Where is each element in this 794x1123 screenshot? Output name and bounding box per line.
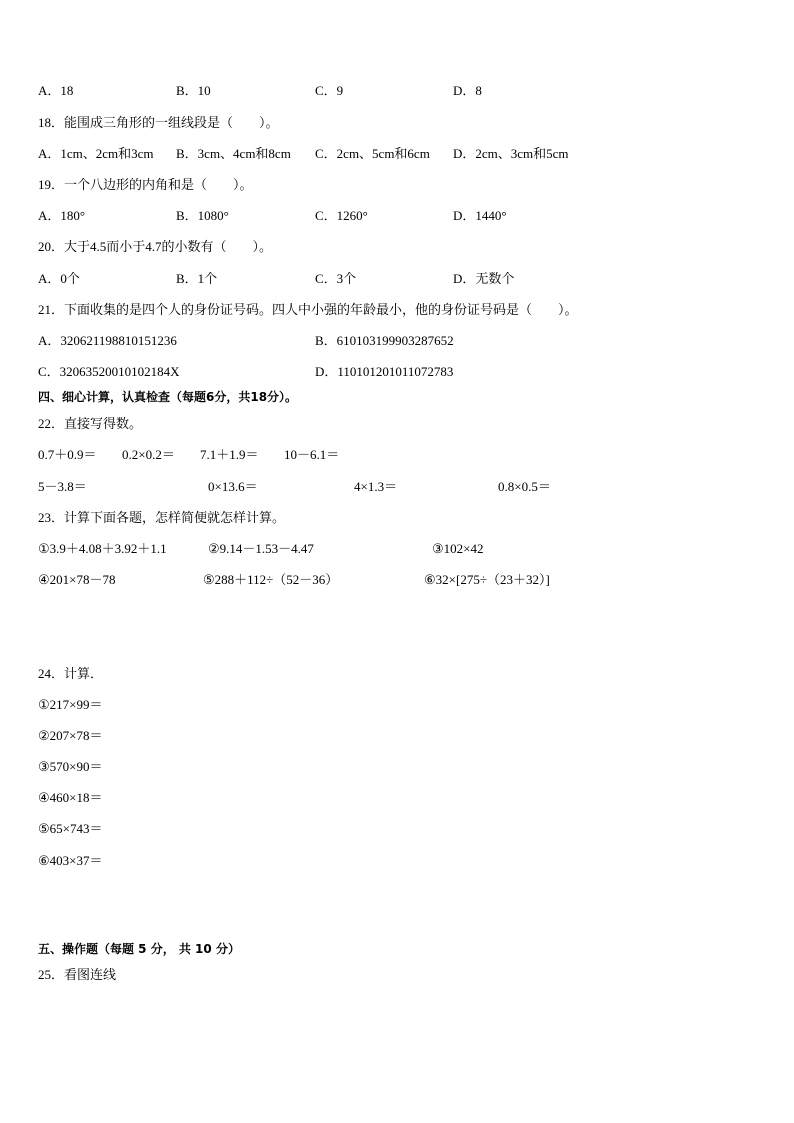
q21-option-b: B．610103199903287652: [315, 333, 454, 348]
q22-item: 0.8×0.5＝: [498, 479, 551, 494]
q25-stem: 25．看图连线: [38, 967, 117, 982]
q24-item: ⑥403×37＝: [38, 853, 103, 868]
q18-option-b: B．3cm、4cm和8cm: [176, 146, 291, 161]
q17-option-d: D．8: [453, 83, 482, 98]
q20-stem: 20．大于4.5而小于4.7的小数有（ ）。: [38, 239, 273, 254]
q24-item: ③570×90＝: [38, 759, 103, 774]
q23-item: ②9.14－1.53－4.47: [208, 541, 314, 556]
q24-item: ①217×99＝: [38, 697, 103, 712]
q21-option-d: D．110101201011072783: [315, 364, 454, 379]
q19-option-c: C．1260°: [315, 208, 368, 223]
q19-stem: 19．一个八边形的内角和是（ ）。: [38, 177, 253, 192]
q23-item: ①3.9＋4.08＋3.92＋1.1: [38, 541, 167, 556]
q23-stem: 23．计算下面各题，怎样简便就怎样计算。: [38, 510, 286, 525]
q19-option-d: D．1440°: [453, 208, 507, 223]
q22-item: 7.1＋1.9＝: [200, 447, 259, 462]
q20-option-c: C．3个: [315, 271, 357, 286]
section-5-heading: 五、操作题（每题 5 分， 共 10 分）: [38, 942, 240, 956]
q20-option-d: D．无数个: [453, 271, 515, 286]
q24-item: ④460×18＝: [38, 790, 103, 805]
q22-stem: 22．直接写得数。: [38, 416, 143, 431]
q21-stem: 21．下面收集的是四个人的身份证号码。四人中小强的年龄最小，他的身份证号码是（ ）。: [38, 302, 578, 317]
q22-item: 0.2×0.2＝: [122, 447, 175, 462]
q18-option-d: D．2cm、3cm和5cm: [453, 146, 569, 161]
q23-item: ⑥32×[275÷（23＋32）]: [424, 572, 550, 587]
q22-item: 0.7＋0.9＝: [38, 447, 97, 462]
q21-option-a: A．320621198810151236: [38, 333, 177, 348]
q21-option-c: C．32063520010102184X: [38, 364, 180, 379]
q18-option-a: A．1cm、2cm和3cm: [38, 146, 154, 161]
q24-stem: 24．计算．: [38, 666, 104, 681]
q22-item: 5－3.8＝: [38, 479, 87, 494]
q19-option-b: B．1080°: [176, 208, 229, 223]
q19-option-a: A．180°: [38, 208, 86, 223]
q22-item: 0×13.6＝: [208, 479, 258, 494]
q23-item: ③102×42: [432, 541, 484, 556]
q20-option-a: A．0个: [38, 271, 80, 286]
q17-option-c: C．9: [315, 83, 344, 98]
q24-item: ②207×78＝: [38, 728, 103, 743]
q24-item: ⑤65×743＝: [38, 821, 103, 836]
q18-stem: 18．能围成三角形的一组线段是（ ）。: [38, 115, 279, 130]
section-4-heading: 四、细心计算，认真检查（每题6分，共18分）。: [38, 390, 298, 404]
q17-option-b: B．10: [176, 83, 211, 98]
q18-option-c: C．2cm、5cm和6cm: [315, 146, 430, 161]
q22-item: 10－6.1＝: [284, 447, 340, 462]
q22-item: 4×1.3＝: [354, 479, 398, 494]
q23-item: ⑤288＋112÷（52－36）: [203, 572, 339, 587]
q20-option-b: B．1个: [176, 271, 218, 286]
q23-item: ④201×78－78: [38, 572, 116, 587]
q17-option-a: A．18: [38, 83, 74, 98]
